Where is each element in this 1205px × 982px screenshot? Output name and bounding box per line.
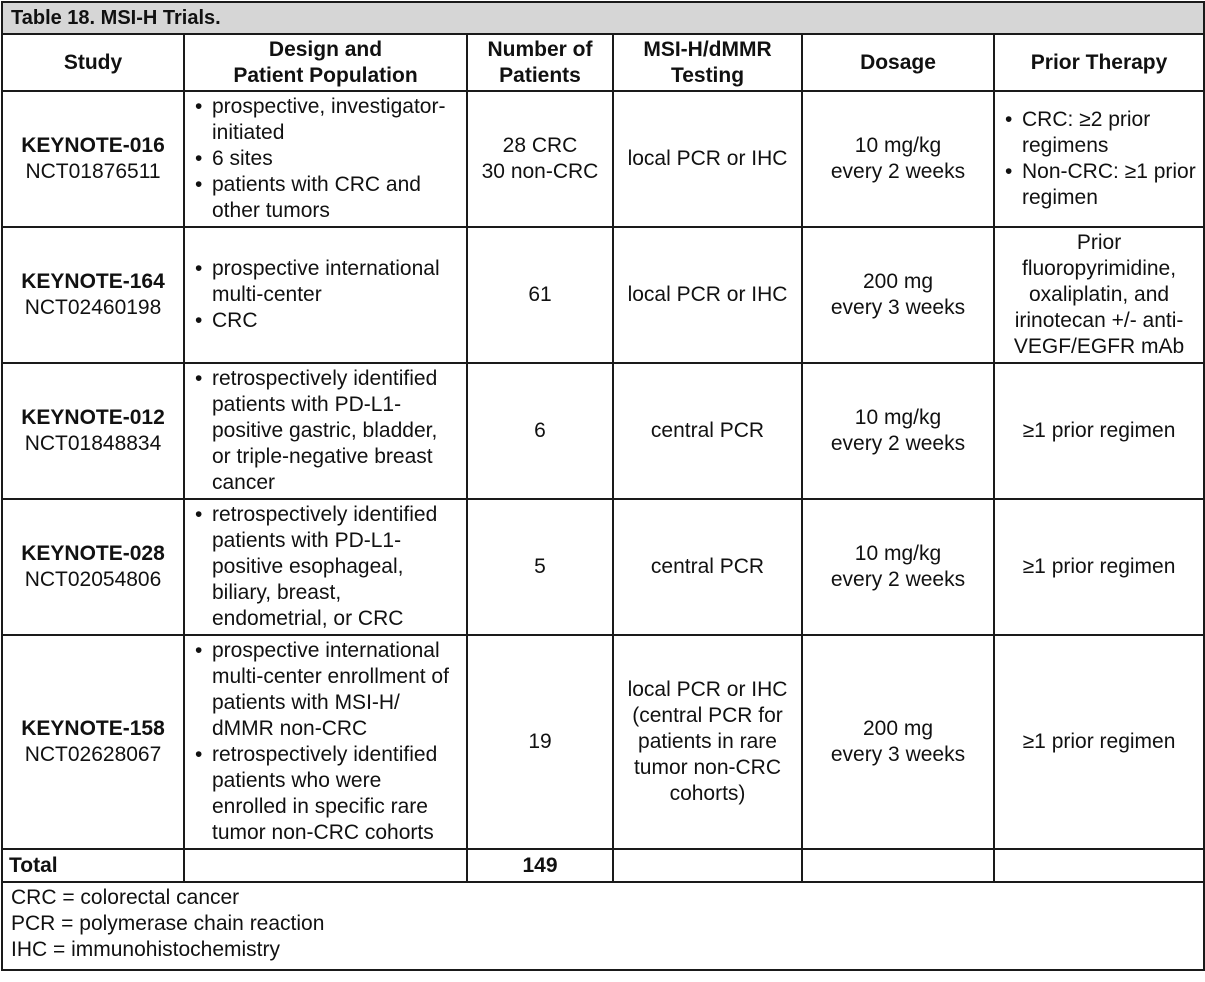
testing-line: patients in rare: [638, 730, 777, 753]
column-header-line: MSI-H/dMMR: [643, 37, 772, 61]
column-header-line: Design and: [268, 37, 383, 61]
design-item: • patients with CRC and other tumors: [191, 172, 460, 224]
dosage-cell: [802, 227, 994, 363]
table-row: [2, 499, 1204, 635]
column-header-line: Patients: [499, 63, 581, 87]
testing-line: tumor non-CRC: [633, 756, 782, 779]
study-cell: [2, 91, 184, 227]
prior-therapy-cell: [994, 499, 1204, 635]
dosage-cell: [802, 635, 994, 849]
design-item: • CRC: [191, 308, 460, 334]
dosage-cell: [802, 499, 994, 635]
table-row: [2, 91, 1204, 227]
design-item: • prospective international multi-center enrollment of patients with MSI-H/ dMMR non-CRC: [191, 638, 460, 742]
patients-line: 61: [528, 283, 552, 306]
testing-line: local PCR or IHC: [627, 283, 788, 306]
total-row: [2, 849, 1204, 882]
prior-therapy-cell: [994, 363, 1204, 499]
total-empty-cell: [613, 849, 802, 882]
prior-therapy-list: [1001, 107, 1197, 211]
nct-number: NCT02054806: [24, 568, 162, 591]
patients-cell: [467, 363, 613, 499]
prior-therapy-cell: [994, 91, 1204, 227]
prior-therapy-cell: [994, 635, 1204, 849]
design-item: • retrospectively identified patients who were enrolled in specific rare tumor non-CRC cohorts: [191, 742, 460, 846]
column-header-study: [2, 34, 184, 91]
column-header-prior-therapy: [994, 34, 1204, 91]
testing-line: local PCR or IHC: [627, 147, 788, 170]
testing-line: (central PCR for: [632, 704, 783, 727]
study-cell: [2, 499, 184, 635]
total-empty-cell: [184, 849, 467, 882]
dosage-line: every 3 weeks: [830, 296, 966, 319]
footnote: CRC = colorectal cancer: [11, 886, 240, 909]
table-row: [2, 227, 1204, 363]
dosage-line: every 3 weeks: [830, 743, 966, 766]
table-body: [2, 91, 1204, 849]
design-cell: [184, 499, 467, 635]
patients-cell: [467, 499, 613, 635]
column-header-line: Testing: [670, 63, 745, 87]
patients-line: 5: [534, 555, 546, 578]
prior-therapy-line: Prior: [1076, 231, 1122, 254]
footnotes: [2, 882, 1204, 970]
table-row: [2, 635, 1204, 849]
dosage-cell: [802, 91, 994, 227]
design-cell: [184, 227, 467, 363]
footnote: IHC = immunohistochemistry: [11, 938, 280, 961]
testing-cell: [613, 635, 802, 849]
prior-therapy-line: fluoropyrimidine,: [1022, 257, 1177, 280]
design-item: • prospective international multi-center: [191, 256, 460, 308]
testing-line: cohorts): [669, 782, 746, 805]
msi-h-trials-table: [1, 1, 1205, 971]
testing-cell: [613, 91, 802, 227]
testing-cell: [613, 363, 802, 499]
column-header-line: Patient Population: [233, 63, 418, 87]
study-name: KEYNOTE-164: [21, 270, 165, 293]
patients-line: 19: [528, 730, 552, 753]
table-row: [2, 363, 1204, 499]
dosage-line: 200 mg: [862, 270, 934, 293]
total-patients: 149: [467, 849, 613, 882]
column-header-line: Number of: [487, 37, 593, 61]
design-cell: [184, 635, 467, 849]
column-header-testing: [613, 34, 802, 91]
table-caption: Table 18. MSI-H Trials.: [2, 2, 1204, 34]
design-item: • 6 sites: [191, 146, 460, 172]
study-name: KEYNOTE-012: [21, 406, 165, 429]
prior-therapy-line: ≥1 prior regimen: [1022, 730, 1176, 753]
dosage-line: 200 mg: [862, 717, 934, 740]
patients-cell: [467, 91, 613, 227]
testing-cell: [613, 499, 802, 635]
patients-line: 28 CRC: [502, 134, 578, 157]
column-header-dosage: [802, 34, 994, 91]
dosage-line: 10 mg/kg: [854, 134, 942, 157]
prior-therapy-item: • Non-CRC: ≥1 prior regimen: [1001, 159, 1197, 211]
dosage-line: 10 mg/kg: [854, 542, 942, 565]
design-cell: [184, 91, 467, 227]
prior-therapy-cell: [994, 227, 1204, 363]
patients-cell: [467, 635, 613, 849]
total-empty-cell: [994, 849, 1204, 882]
design-list: [191, 256, 460, 334]
column-header-line: Study: [63, 50, 123, 74]
header-row: [2, 34, 1204, 91]
prior-therapy-line: irinotecan +/- anti-: [1014, 309, 1184, 332]
prior-therapy-item: • CRC: ≥2 prior regimens: [1001, 107, 1197, 159]
column-header-design: [184, 34, 467, 91]
footnote: PCR = polymerase chain reaction: [11, 912, 325, 935]
study-cell: [2, 363, 184, 499]
design-list: [191, 366, 460, 496]
prior-therapy-line: oxaliplatin, and: [1028, 283, 1170, 306]
dosage-line: every 2 weeks: [830, 432, 966, 455]
testing-cell: [613, 227, 802, 363]
study-cell: [2, 635, 184, 849]
design-item: • retrospectively identified patients with PD-L1-positive gastric, bladder, or triple-negative breast cancer: [191, 366, 460, 496]
total-empty-cell: [802, 849, 994, 882]
prior-therapy-line: ≥1 prior regimen: [1022, 419, 1176, 442]
dosage-cell: [802, 363, 994, 499]
design-list: [191, 638, 460, 846]
nct-number: NCT02628067: [24, 743, 162, 766]
nct-number: NCT02460198: [24, 296, 162, 319]
study-name: KEYNOTE-158: [21, 717, 165, 740]
column-header-patients: [467, 34, 613, 91]
study-name: KEYNOTE-028: [21, 542, 165, 565]
design-list: [191, 502, 460, 632]
design-item: • prospective, investigator-initiated: [191, 94, 460, 146]
design-list: [191, 94, 460, 224]
dosage-line: 10 mg/kg: [854, 406, 942, 429]
patients-line: 30 non-CRC: [481, 160, 599, 183]
total-label: Total: [2, 849, 184, 882]
nct-number: NCT01876511: [25, 160, 161, 183]
prior-therapy-line: ≥1 prior regimen: [1022, 555, 1176, 578]
nct-number: NCT01848834: [24, 432, 162, 455]
document: [1, 1, 1203, 971]
dosage-line: every 2 weeks: [830, 568, 966, 591]
testing-line: local PCR or IHC: [627, 678, 788, 701]
testing-line: central PCR: [650, 419, 765, 442]
patients-cell: [467, 227, 613, 363]
prior-therapy-line: VEGF/EGFR mAb: [1013, 335, 1185, 358]
patients-line: 6: [534, 419, 546, 442]
design-item: • retrospectively identified patients with PD-L1-positive esophageal, biliary, breast, endometrial, or CRC: [191, 502, 460, 632]
column-header-line: Prior Therapy: [1030, 50, 1168, 74]
dosage-line: every 2 weeks: [830, 160, 966, 183]
study-name: KEYNOTE-016: [21, 134, 165, 157]
column-header-line: Dosage: [860, 50, 936, 74]
testing-line: central PCR: [650, 555, 765, 578]
study-cell: [2, 227, 184, 363]
design-cell: [184, 363, 467, 499]
